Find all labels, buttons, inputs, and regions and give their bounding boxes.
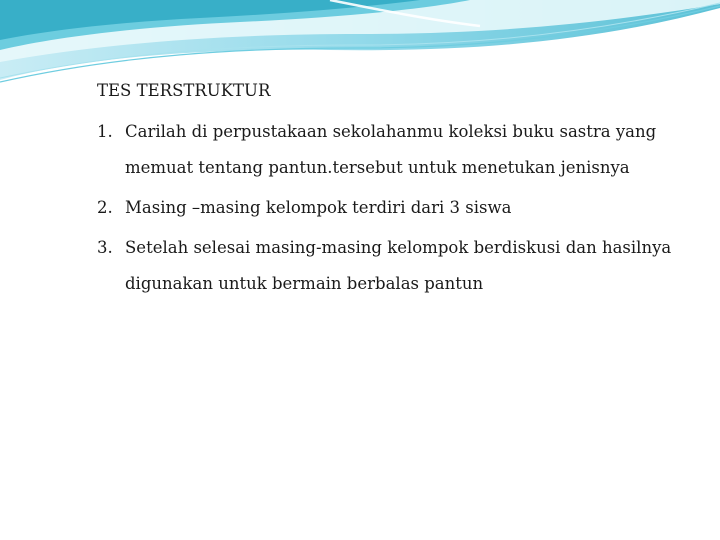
slide-content (97, 76, 697, 302)
list-item-number: 3. (97, 238, 113, 257)
list-item (97, 194, 697, 222)
list-item-number: 1. (97, 122, 113, 141)
page-title: TES TERSTRUKTUR (97, 81, 271, 100)
list-item-number: 2. (97, 198, 113, 217)
list-item-text: Setelah selesai masing-masing kelompok berdiskusi dan hasilnya digunakan untuk bermain berbalas pantun (125, 238, 672, 293)
list-item (97, 230, 697, 302)
list-item-text: Masing –masing kelompok terdiri dari 3 siswa (125, 198, 512, 217)
list-item (97, 114, 697, 186)
task-list (97, 114, 697, 302)
list-item-text: Carilah di perpustakaan sekolahanmu koleksi buku sastra yang memuat tentang pantun.tersebut untuk menetukan jenisnya (125, 122, 657, 177)
